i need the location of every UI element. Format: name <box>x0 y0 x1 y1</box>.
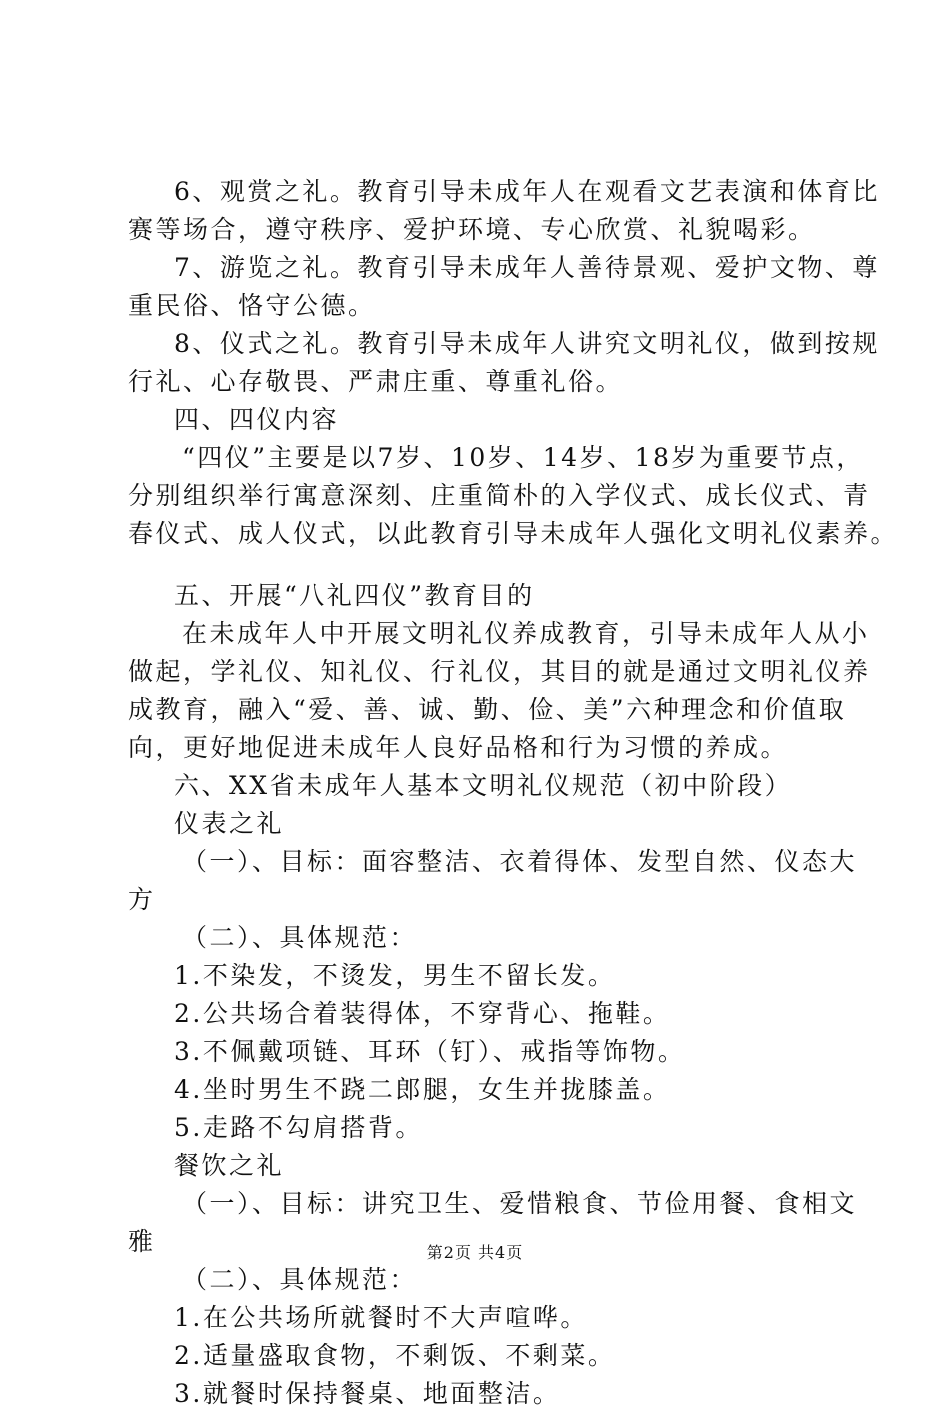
paragraph-line: 向，更好地促进未成年人良好品格和行为习惯的养成。 <box>128 733 789 762</box>
paragraph-line: （二）、具体规范： <box>182 923 418 952</box>
list-item: 3.不佩戴项链、耳环（钉）、戒指等饰物。 <box>174 1037 686 1066</box>
paragraph-line: （一）、目标：讲究卫生、爱惜粮食、节俭用餐、食相文 <box>182 1189 858 1218</box>
list-item: 5.走路不勾肩搭背。 <box>174 1113 423 1142</box>
paragraph-line: 赛等场合，遵守秩序、爱护环境、专心欣赏、礼貌喝彩。 <box>128 215 816 244</box>
page-number-footer: 第2页 共4页 <box>426 1243 524 1262</box>
document-body <box>128 173 899 1413</box>
paragraph-line: 做起，学礼仪、知礼仪、行礼仪，其目的就是通过文明礼仪养 <box>128 657 871 686</box>
list-item: 1.在公共场所就餐时不大声喧哗。 <box>174 1303 588 1332</box>
list-item: 4.坐时男生不跷二郎腿，女生并拢膝盖。 <box>174 1075 671 1104</box>
paragraph-line: （一）、目标：面容整洁、衣着得体、发型自然、仪态大 <box>182 847 858 876</box>
subsection-heading: 仪表之礼 <box>174 809 285 838</box>
subsection-heading: 餐饮之礼 <box>174 1151 285 1180</box>
section-heading: 五、开展“八礼四仪”教育目的 <box>174 581 535 610</box>
section-heading: 六、XX省未成年人基本文明礼仪规范（初中阶段） <box>174 771 793 800</box>
paragraph-line: 8、仪式之礼。教育引导未成年人讲究文明礼仪，做到按规 <box>174 329 880 358</box>
list-item: 1.不染发，不烫发，男生不留长发。 <box>174 961 616 990</box>
paragraph-line: （二）、具体规范： <box>182 1265 418 1294</box>
paragraph-line: 雅 <box>128 1227 156 1256</box>
section-heading: 四、四仪内容 <box>174 405 340 434</box>
paragraph-gap <box>128 553 838 577</box>
paragraph-line: “四仪”主要是以7岁、10岁、14岁、18岁为重要节点， <box>182 443 864 472</box>
list-item: 2.适量盛取食物，不剩饭、不剩菜。 <box>174 1341 616 1370</box>
paragraph-line: 7、游览之礼。教育引导未成年人善待景观、爱护文物、尊 <box>174 253 880 282</box>
paragraph-line: 成教育，融入“爱、善、诚、勤、俭、美”六种理念和价值取 <box>128 695 847 724</box>
paragraph-line: 在未成年人中开展文明礼仪养成教育，引导未成年人从小 <box>182 619 870 648</box>
paragraph-line: 春仪式、成人仪式，以此教育引导未成年人强化文明礼仪素养。 <box>128 519 899 548</box>
list-item: 2.公共场合着装得体，不穿背心、拖鞋。 <box>174 999 671 1028</box>
paragraph-line: 行礼、心存敬畏、严肃庄重、尊重礼俗。 <box>128 367 624 396</box>
paragraph-line: 6、观赏之礼。教育引导未成年人在观看文艺表演和体育比 <box>174 177 880 206</box>
paragraph-line: 方 <box>128 885 156 914</box>
list-item: 3.就餐时保持餐桌、地面整洁。 <box>174 1379 561 1408</box>
paragraph-line: 重民俗、恪守公德。 <box>128 291 376 320</box>
paragraph-line: 分别组织举行寓意深刻、庄重简朴的入学仪式、成长仪式、青 <box>128 481 871 510</box>
